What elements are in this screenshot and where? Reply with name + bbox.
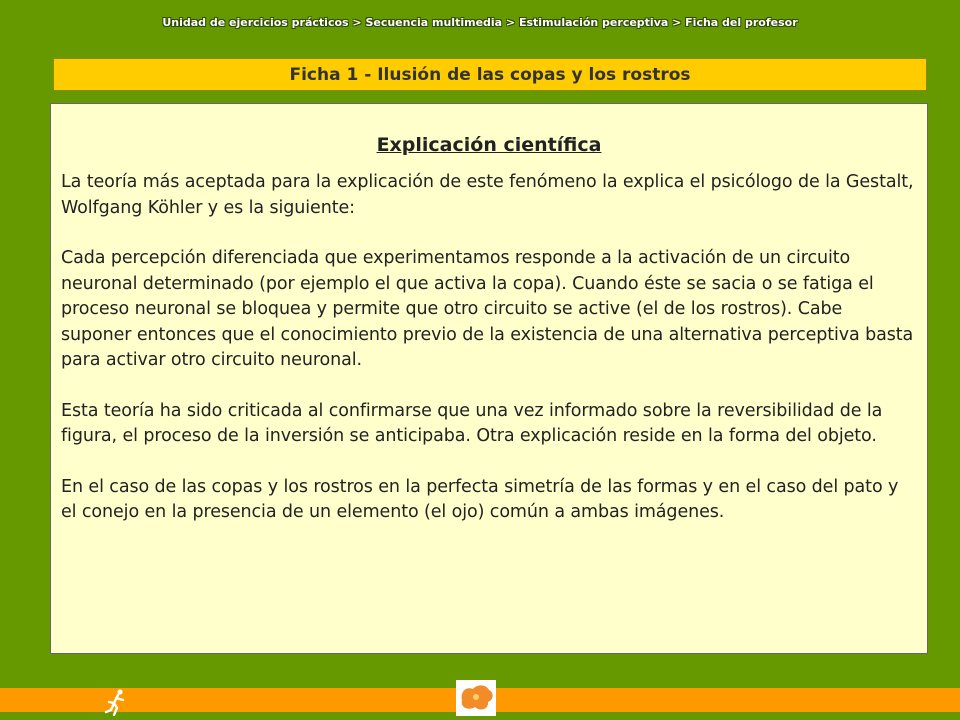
logo-icon[interactable] <box>456 680 496 716</box>
runner-icon[interactable] <box>102 688 130 716</box>
paragraph-4: En el caso de las copas y los rostros en la perfecta simetría de las formas y en el caso del pato y el conejo en la presencia de un elemento (el ojo) común a ambas imágenes. <box>61 476 899 522</box>
section-heading: Explicación científica <box>376 134 602 156</box>
content-panel <box>50 103 928 654</box>
breadcrumb: Unidad de ejercicios prácticos > Secuencia multimedia > Estimulación perceptiva > Ficha del profesor <box>162 16 798 29</box>
paragraph-2: Cada percepción diferenciada que experimentamos responde a la activación de un circuito neuronal determinado (por ejemplo el que activa la copa). Cuando éste se sacia o se fatiga el proceso neuronal se bloquea y permite que otro circuito se active (el de los rostros). Cabe suponer entonces que el conocimiento previo de la existencia de una alternativa perceptiva basta para activar otro circuito neuronal. <box>61 248 914 370</box>
title-bar <box>53 58 927 91</box>
paragraph-3: Esta teoría ha sido criticada al confirmarse que una vez informado sobre la reversibilidad de la figura, el proceso de la inversión se anticipaba. Otra explicación reside en la forma del objeto. <box>61 400 883 446</box>
paragraph-1: La teoría más aceptada para la explicación de este fenómeno la explica el psicólogo de la Gestalt, Wolfgang Köhler y es la siguiente: <box>61 172 914 218</box>
page-title: Ficha 1 - Ilusión de las copas y los rostros <box>289 64 691 85</box>
